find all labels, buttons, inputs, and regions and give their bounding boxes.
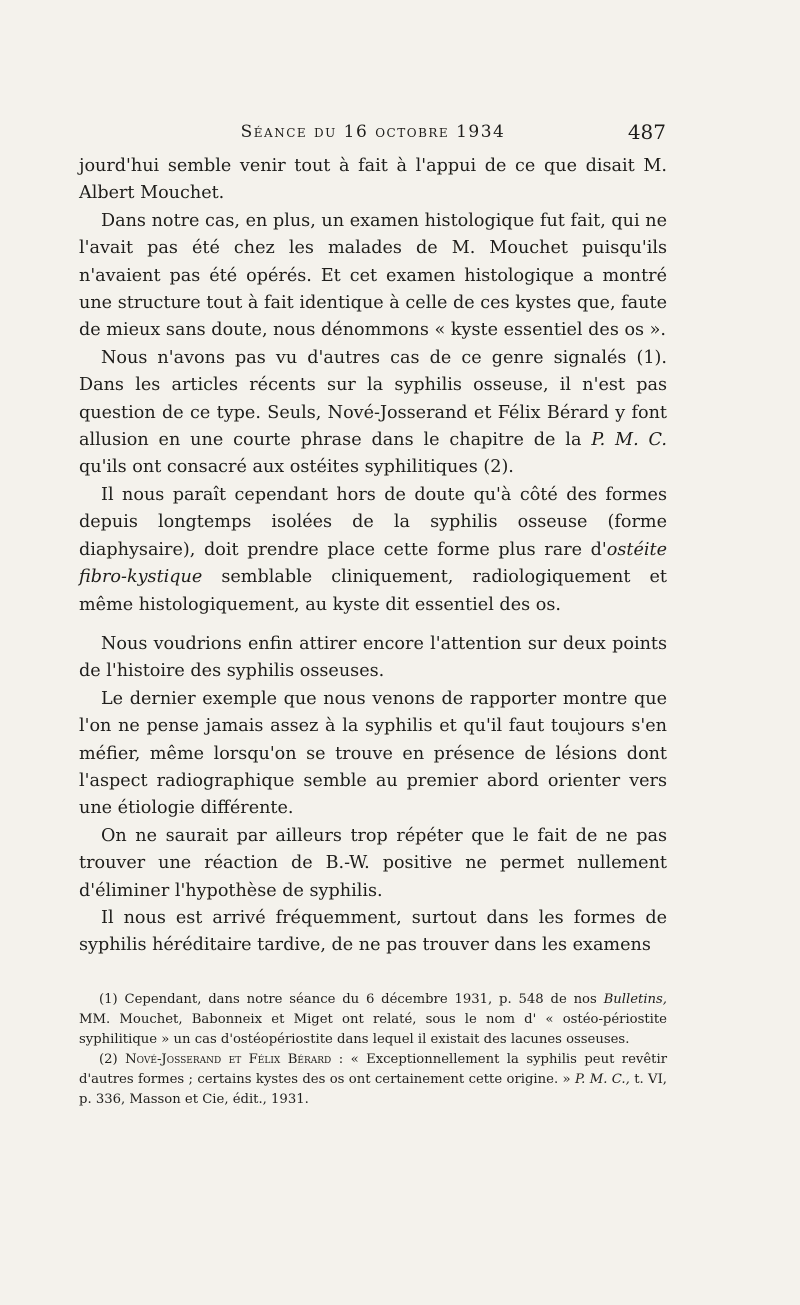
paragraph-4-italic: ostéite fibro-kystique xyxy=(79,539,667,588)
paragraph-3-italic: P. M. C. xyxy=(591,430,667,451)
paragraph-5: Nous voudrions enfin attirer encore l'attention sur deux points de l'histoire des syphilis osseuses. xyxy=(79,633,667,682)
paragraph-4-end: semblable cliniquement, radiologiquement et même histologiquement, au kyste dit essentiel des os. xyxy=(79,567,667,615)
page-number: 487 xyxy=(627,120,666,144)
footnote-1-end: MM. Mouchet, Babonneix et Miget ont relaté, sous le nom d' « ostéo-périostite syphilitique » un cas d'ostéopériostite dans lequel il existait des lacunes osseuses. xyxy=(79,1012,667,1047)
paragraph-7: On ne saurait par ailleurs trop répéter que le fait de ne pas trouver une réaction de B.-W. positive ne permet nullement d'éliminer l'hypothèse de syphilis. xyxy=(79,825,667,901)
paragraph-4 xyxy=(79,482,667,619)
footnote-1-italic: Bulletins, xyxy=(603,992,667,1007)
paragraph-3-text: Nous n'avons pas vu d'autres cas de ce genre signalés (1). Dans les articles récents sur la syphilis osseuse, il n'est pas question de ce type. Seuls, Nové-Josserand et Félix Bérard y font allusion en une courte phrase dans le chapitre de la xyxy=(79,347,667,451)
running-title: Séance du 16 octobre 1934 xyxy=(240,122,506,142)
paragraph-6: Le dernier exemple que nous venons de rapporter montre que l'on ne pense jamais assez à la syphilis et qu'il faut toujours s'en méfier, même lorsqu'on se trouve en présence de lésions dont l'aspect radiographique semble au premier abord orienter vers une étiologie différente. xyxy=(79,688,667,819)
page-header xyxy=(80,120,666,150)
body-text xyxy=(79,153,667,960)
paragraph-3-end: qu'ils ont consacré aux ostéites syphilitiques (2). xyxy=(79,457,514,478)
footnote-1 xyxy=(79,990,667,1050)
footnote-2-quote: : « Exceptionnellement la syphilis peut revêtir d'autres formes ; certains kystes des os ont certainement cette origine. » xyxy=(79,1052,667,1087)
paragraph-4-text: Il nous paraît cependant hors de doute qu'à côté des formes depuis longtemps isolées de la syphilis osseuse (forme diaphysaire), doit prendre place cette forme plus rare d' xyxy=(79,484,667,560)
footnote-2-authors: Nové-Josserand et Félix Bérard xyxy=(125,1052,332,1067)
footnote-2-italic: P. M. C., xyxy=(574,1072,630,1087)
footnote-2-end: t. VI, p. 336, Masson et Cie, édit., 1931. xyxy=(79,1072,667,1107)
footnote-1-text: (1) Cependant, dans notre séance du 6 décembre 1931, p. 548 de nos xyxy=(99,992,604,1007)
footnote-2 xyxy=(79,1050,667,1110)
paragraph-8: Il nous est arrivé fréquemment, surtout dans les formes de syphilis héréditaire tardive, de ne pas trouver dans les examens xyxy=(79,907,667,956)
footnotes xyxy=(79,990,667,1110)
paragraph-2: Dans notre cas, en plus, un examen histologique fut fait, qui ne l'avait pas été chez les malades de M. Mouchet puisqu'ils n'avaient pas été opérés. Et cet examen histologique a montré une structure tout à fait identique à celle de ces kystes que, faute de mieux sans doute, nous dénommons « kyste essentiel des os ». xyxy=(79,210,667,341)
paragraph-3 xyxy=(79,345,667,482)
footnote-2-number: (2) xyxy=(99,1052,126,1067)
paragraph-1: jourd'hui semble venir tout à fait à l'appui de ce que disait M. Albert Mouchet. xyxy=(79,156,667,204)
